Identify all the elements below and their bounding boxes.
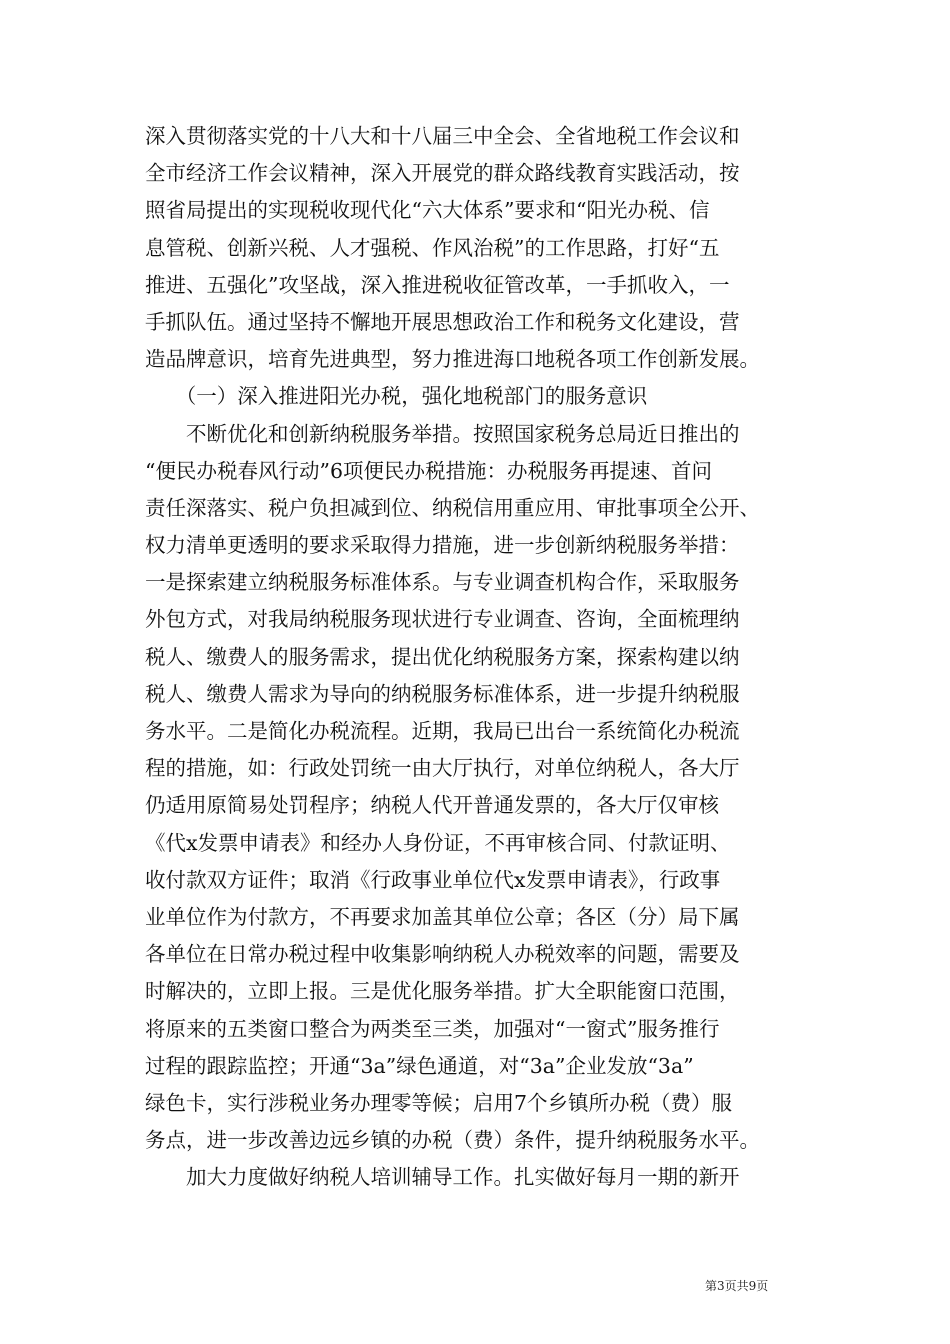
text-line: 将原来的五类窗口整合为两类至三类，加强对“一窗式”服务推行 (145, 1016, 720, 1041)
text-line: 税人、缴费人需求为导向的纳税服务标准体系，进一步提升纳税服 (145, 681, 740, 706)
text-line: 务点，进一步改善边远乡镇的办税（费）条件，提升纳税服务水平。 (145, 1128, 760, 1153)
text-line: 加大力度做好纳税人培训辅导工作。扎实做好每月一期的新开 (145, 1165, 740, 1190)
text-line: 造品牌意识，培育先进典型，努力推进海口地税各项工作创新发展。 (145, 347, 760, 372)
text-line: 务水平。二是简化办税流程。近期，我局已出台一系统简化办税流 (145, 719, 740, 743)
text-line: 时解决的，立即上报。三是优化服务举措。扩大全职能窗口范围， (145, 979, 740, 1004)
document-body (145, 118, 825, 1196)
page-number: 第3页共9页 (705, 1279, 769, 1293)
text-line: 过程的跟踪监控；开通“3a”绿色通道，对“3a”企业发放“3a” (145, 1053, 694, 1078)
text-line: 程的措施，如：行政处罚统一由大厅执行，对单位纳税人，各大厅 (145, 756, 740, 781)
text-line: 手抓队伍。通过坚持不懈地开展思想政治工作和税务文化建设，营 (145, 309, 740, 334)
text-line: 责任深落实、税户负担减到位、纳税信用重应用、审批事项全公开、 (145, 495, 760, 520)
text-line: 税人、缴费人的服务需求，提出优化纳税服务方案，探索构建以纳 (145, 644, 740, 669)
text-line: 仍适用原简易处罚程序；纳税人代开普通发票的，各大厅仅审核 (145, 793, 719, 818)
text-line: 全市经济工作会议精神，深入开展党的群众路线教育实践活动，按 (145, 161, 740, 186)
text-line: 照省局提出的实现税收现代化“六大体系”要求和“阳光办税、信 (145, 198, 710, 223)
text-line: 绿色卡，实行涉税业务办理零等候；启用7个乡镇所办税（费）服 (145, 1090, 733, 1115)
text-line: 推进、五强化”攻坚战，深入推进税收征管改革，一手抓收入，一 (145, 272, 730, 297)
text-line: 收付款双方证件；取消《行政事业单位代x发票申请表》，行政事 (145, 867, 721, 892)
text-line: 各单位在日常办税过程中收集影响纳税人办税效率的问题，需要及 (145, 942, 740, 967)
text-line: 业单位作为付款方，不再要求加盖其单位公章；各区（分）局下属 (145, 904, 740, 929)
text-line: “便民办税春风行动”6项便民办税措施：办税服务再提速、首问 (145, 458, 713, 483)
text-line: 权力清单更透明的要求采取得力措施，进一步创新纳税服务举措： (145, 533, 740, 558)
section-heading: （一）深入推进阳光办税，强化地税部门的服务意识 (145, 384, 648, 409)
text-line: 《代x发票申请表》和经办人身份证，不再审核合同、付款证明、 (145, 830, 731, 855)
text-line: 息管税、创新兴税、人才强税、作风治税”的工作思路，打好“五 (145, 235, 720, 260)
text-line: 深入贯彻落实党的十八大和十八届三中全会、全省地税工作会议和 (145, 124, 740, 148)
text-line: 不断优化和创新纳税服务举措。按照国家税务总局近日推出的 (145, 421, 740, 446)
text-line: 一是探索建立纳税服务标准体系。与专业调查机构合作，采取服务 (145, 570, 740, 595)
text-line: 外包方式，对我局纳税服务现状进行专业调查、咨询，全面梳理纳 (145, 607, 740, 632)
